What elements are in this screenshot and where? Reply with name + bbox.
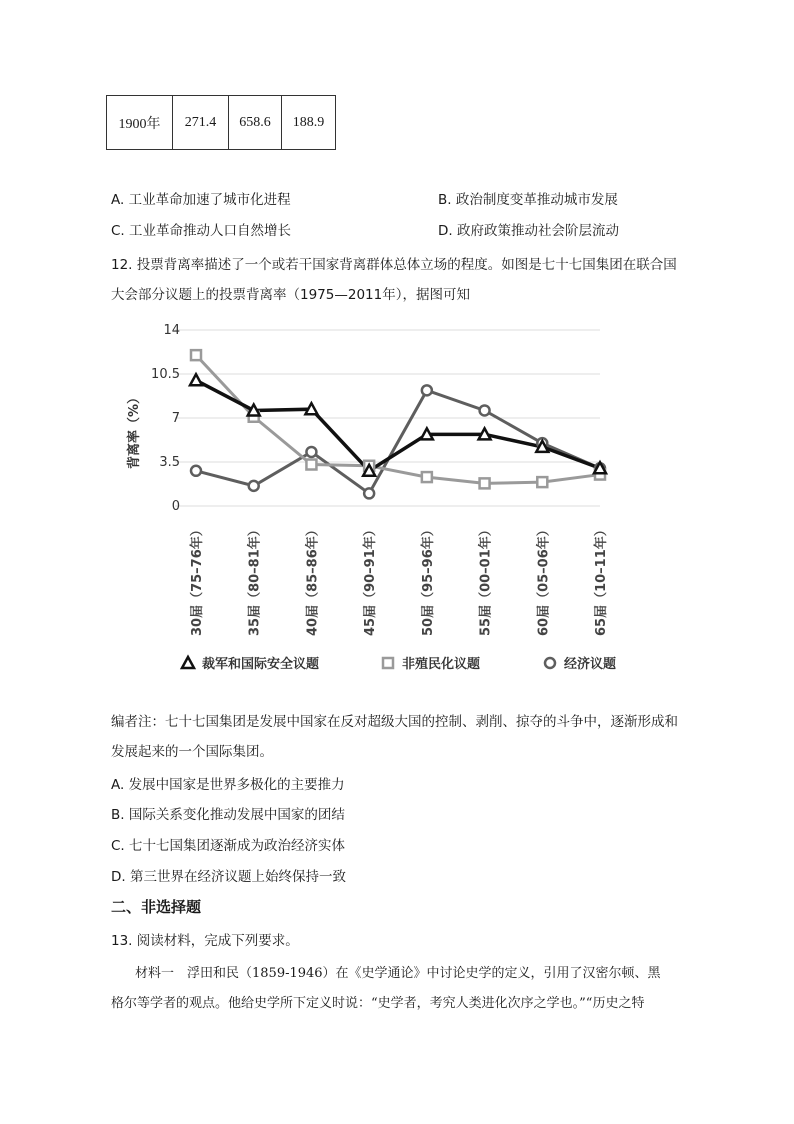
- data-point: [537, 477, 547, 487]
- x-tick-label: 60届（05–06年）: [536, 523, 552, 636]
- data-point: [480, 405, 490, 415]
- q11-option-b: B. 政治制度变革推动城市发展: [438, 192, 618, 208]
- data-point: [306, 447, 316, 457]
- data-point: [191, 466, 201, 476]
- x-tick-label: 35届（80–81年）: [247, 523, 263, 636]
- x-tick-label: 30届（75–76年）: [190, 523, 205, 636]
- x-tick-label: 45届（90–91年）: [363, 523, 379, 636]
- legend-label: 裁军和国际安全议题: [202, 657, 320, 672]
- material-line2: 格尔等学者的观点。他给史学所下定义时说：“史学者，考究人类进化次序之学也。”“历史之特: [111, 996, 645, 1011]
- legend-marker: [545, 658, 555, 668]
- q12-stem-line2: 大会部分议题上的投票背离率（1975—2011年），据图可知: [111, 287, 470, 303]
- editor-note-line1: 编者注：七十七国集团是发展中国家在反对超级大国的控制、剥削、掠夺的斗争中，逐渐形成和: [111, 714, 678, 730]
- series-line: [196, 380, 600, 471]
- editor-note-line2: 发展起来的一个国际集团。: [111, 744, 273, 760]
- line-chart: [110, 315, 650, 690]
- data-table: [106, 95, 336, 150]
- y-axis-label: 背离率（%）: [127, 390, 142, 470]
- q12-option-c: C. 七十七国集团逐渐成为政治经济实体: [111, 838, 346, 854]
- data-point: [248, 404, 260, 415]
- material-line1: 材料一 浮田和民（1859-1946）在《史学通论》中讨论史学的定义，引用了汉密尔顿、黑: [135, 966, 661, 981]
- data-point: [479, 428, 491, 439]
- y-tick-label: 7: [171, 411, 180, 426]
- table-cell: 271.4: [173, 96, 229, 150]
- section-heading: 二、非选择题: [111, 898, 202, 916]
- data-point: [422, 385, 432, 395]
- data-point: [364, 488, 374, 498]
- q11-option-a: A. 工业革命加速了城市化进程: [111, 192, 291, 208]
- table-cell: 188.9: [282, 96, 336, 150]
- legend-label: 非殖民化议题: [402, 657, 481, 672]
- data-point: [422, 472, 432, 482]
- legend-marker: [383, 658, 393, 668]
- data-point: [191, 350, 201, 360]
- x-tick-label: 40届（85–86年）: [305, 523, 321, 636]
- y-tick-label: 14: [163, 323, 180, 338]
- q12-option-a: A. 发展中国家是世界多极化的主要推力: [111, 777, 345, 793]
- table-row: [107, 96, 336, 150]
- data-point: [190, 374, 202, 385]
- table-cell-year: 1900年: [107, 96, 173, 150]
- y-tick-label: 0: [171, 499, 180, 514]
- q12-option-b: B. 国际关系变化推动发展中国家的团结: [111, 807, 345, 823]
- data-point: [421, 428, 433, 439]
- q12-option-d: D. 第三世界在经济议题上始终保持一致: [111, 869, 346, 885]
- data-point: [480, 478, 490, 488]
- q11-option-c: C. 工业革命推动人口自然增长: [111, 223, 292, 239]
- y-tick-label: 3.5: [159, 455, 180, 470]
- q11-option-d: D. 政府政策推动社会阶层流动: [438, 223, 619, 239]
- data-point: [249, 481, 259, 491]
- q12-stem-line1: 12. 投票背离率描述了一个或若干国家背离群体总体立场的程度。如图是七十七国集团在联合国: [111, 257, 677, 273]
- x-tick-label: 50届（95–96年）: [420, 523, 436, 636]
- legend-label: 经济议题: [564, 657, 617, 672]
- data-point: [306, 460, 316, 470]
- y-tick-label: 10.5: [151, 367, 180, 382]
- q13-stem: 13. 阅读材料，完成下列要求。: [111, 933, 299, 949]
- x-tick-label: 65届（10–11年）: [594, 523, 609, 636]
- data-point: [305, 403, 317, 414]
- x-tick-label: 55届（00–01年）: [478, 523, 494, 636]
- legend-marker: [182, 657, 194, 668]
- table-cell: 658.6: [229, 96, 282, 150]
